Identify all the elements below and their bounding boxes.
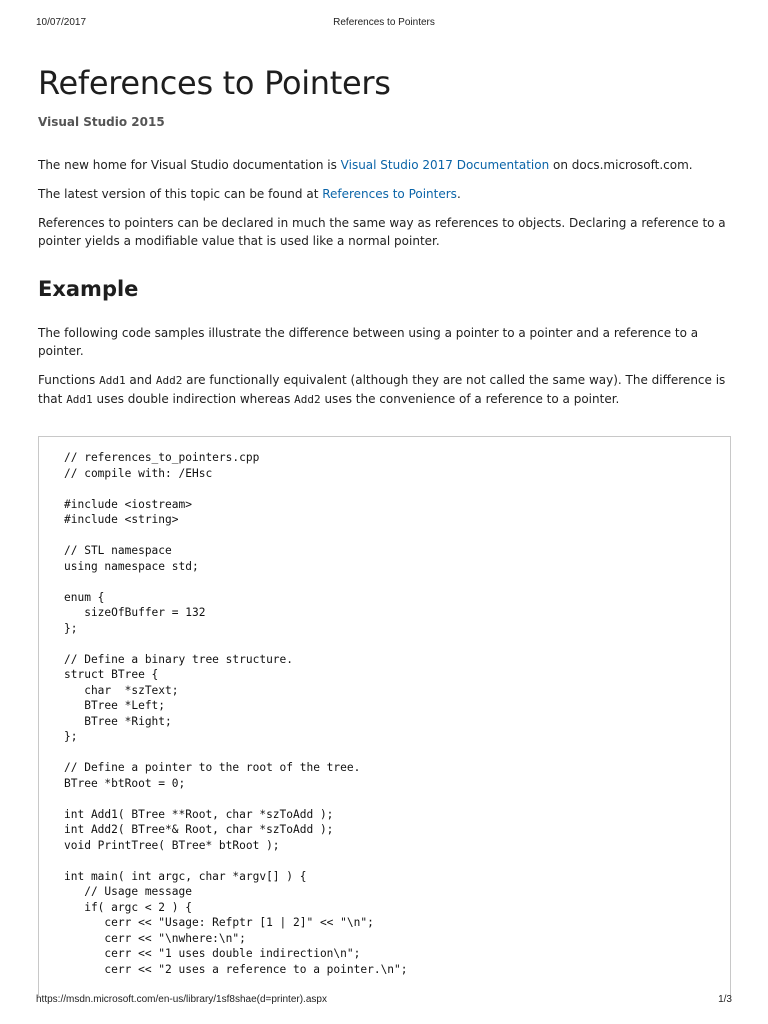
product-subtitle: Visual Studio 2015 bbox=[38, 115, 165, 129]
code-line bbox=[64, 636, 730, 652]
functions-paragraph bbox=[38, 371, 738, 409]
code-line: // STL namespace bbox=[64, 544, 172, 557]
notice-text-end: on docs.microsoft.com. bbox=[549, 158, 693, 172]
code-line: BTree *Right; bbox=[64, 714, 172, 728]
print-header bbox=[0, 17, 768, 31]
print-footer bbox=[0, 994, 768, 1008]
latest-version-text-end: . bbox=[456, 187, 461, 201]
inline-code-add2: Add2 bbox=[294, 393, 321, 406]
code-line: cerr << "2 uses a reference to a pointer.\n"; bbox=[64, 962, 408, 976]
page-title: References to Pointers bbox=[38, 64, 391, 102]
code-listing bbox=[39, 437, 730, 977]
code-line: cerr << "\nwhere:\n"; bbox=[64, 931, 246, 945]
paragraph-text: Functions bbox=[38, 373, 100, 387]
section-heading-example: Example bbox=[38, 277, 139, 301]
inline-code-add1: Add1 bbox=[99, 374, 126, 387]
code-line bbox=[64, 791, 730, 807]
notice-text: The new home for Visual Studio documentation is bbox=[38, 158, 341, 172]
code-line: // compile with: /EHsc bbox=[64, 466, 213, 480]
latest-version-notice bbox=[38, 185, 738, 203]
code-line: // Usage message bbox=[64, 885, 192, 898]
paragraph-text: uses double indirection whereas bbox=[92, 392, 295, 406]
latest-topic-link[interactable]: References to Pointers bbox=[322, 187, 457, 201]
paragraph-text: uses the convenience of a reference to a pointer. bbox=[320, 392, 620, 406]
inline-code-add2: Add2 bbox=[155, 374, 183, 387]
print-doc-title: References to Pointers bbox=[333, 17, 435, 28]
code-line: if( argc < 2 ) { bbox=[64, 900, 192, 914]
code-line: cerr << "1 uses double indirection\n"; bbox=[64, 947, 361, 960]
code-line bbox=[64, 745, 730, 761]
docs-home-notice bbox=[38, 156, 738, 174]
code-line: // Define a pointer to the root of the tree. bbox=[64, 761, 361, 774]
code-line: cerr << "Usage: Refptr [1 | 2]" << "\n"; bbox=[64, 916, 374, 929]
page-number: 1/3 bbox=[718, 994, 732, 1005]
code-line: struct BTree { bbox=[64, 668, 159, 681]
code-line: int main( int argc, char *argv[] ) { bbox=[64, 869, 307, 883]
code-line: sizeOfBuffer = 132 bbox=[64, 606, 206, 619]
code-line: #include <iostream> bbox=[64, 497, 192, 511]
print-date: 10/07/2017 bbox=[36, 17, 87, 28]
article bbox=[38, 60, 738, 409]
paragraph-text: and bbox=[125, 373, 156, 387]
code-line: enum { bbox=[64, 590, 105, 604]
code-line: using namespace std; bbox=[64, 559, 199, 573]
code-line: BTree *Left; bbox=[64, 699, 166, 712]
code-sample bbox=[38, 436, 731, 996]
code-line bbox=[64, 481, 730, 497]
code-line: BTree *btRoot = 0; bbox=[64, 776, 186, 790]
code-line: int Add1( BTree **Root, char *szToAdd ); bbox=[64, 807, 334, 821]
code-line bbox=[64, 528, 730, 544]
inline-code-add1: Add1 bbox=[66, 393, 93, 406]
code-line: #include <string> bbox=[64, 513, 179, 526]
code-line bbox=[64, 574, 730, 590]
vs2017-docs-link[interactable]: Visual Studio 2017 Documentation bbox=[340, 158, 550, 172]
code-line: int Add2( BTree*& Root, char *szToAdd ); bbox=[64, 823, 334, 836]
code-line: char *szText; bbox=[64, 683, 179, 697]
example-intro-paragraph: The following code samples illustrate the difference between using a pointer to a pointer and a reference to a pointer. bbox=[38, 326, 699, 358]
print-url: https://msdn.microsoft.com/en-us/library/1sf8shae(d=printer).aspx bbox=[36, 994, 327, 1005]
code-line: // Define a binary tree structure. bbox=[64, 652, 294, 666]
code-line: }; bbox=[64, 730, 78, 743]
paragraph-text: are functionally equivalent (although they are not called the same way). The difference is that bbox=[38, 373, 726, 406]
intro-paragraph: References to pointers can be declared in much the same way as references to objects. Declaring a reference to a pointer yields a modifiable value that is used like a normal pointer. bbox=[38, 216, 726, 248]
code-line bbox=[64, 853, 730, 869]
latest-version-text: The latest version of this topic can be found at bbox=[38, 187, 323, 201]
code-line: // references_to_pointers.cpp bbox=[64, 451, 260, 464]
code-line: void PrintTree( BTree* btRoot ); bbox=[64, 838, 280, 852]
code-line: }; bbox=[64, 621, 78, 635]
